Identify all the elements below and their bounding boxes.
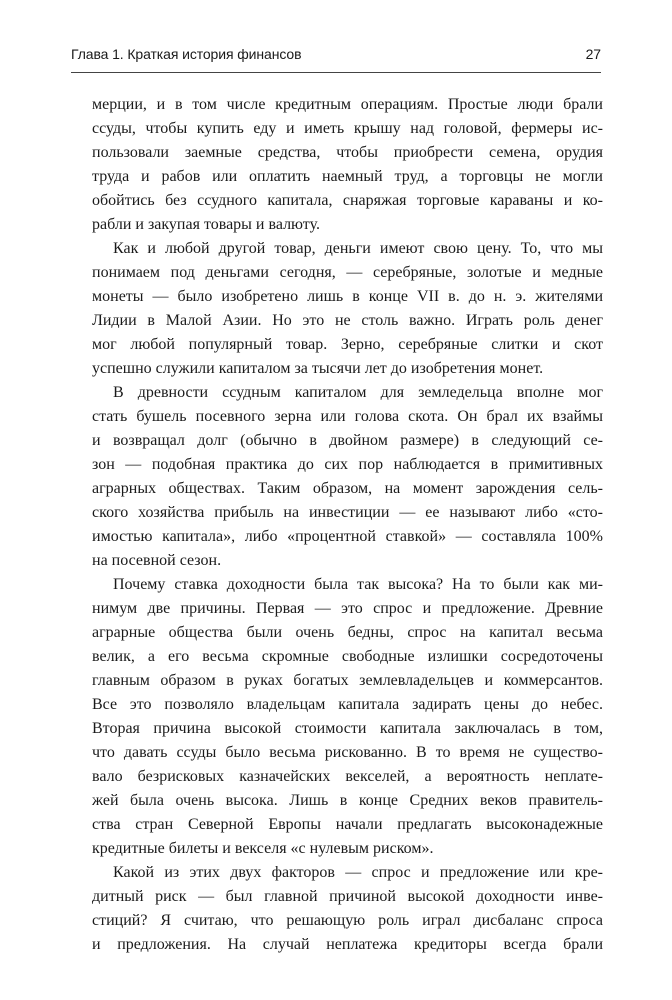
paragraph-3 — [71, 381, 603, 573]
text-line: ства стран Северной Европы начали предлагать высоконадежные — [92, 816, 603, 833]
text-line: В древности ссудным капиталом для земледельца вполне мог — [113, 384, 603, 401]
text-line: рабли и закупая товары и валюту. — [92, 216, 320, 233]
paragraph-1 — [71, 93, 603, 237]
text-line: стиций? Я считаю, что решающую роль играл дисбаланс спроса — [92, 912, 603, 929]
text-line: понимаем под деньгами сегодня, — серебряные, золотые и медные — [92, 264, 603, 281]
text-line: труда и рабов или оплатить наемный труд, а торговцы не могли — [92, 168, 603, 185]
text-line: Как и любой другой товар, деньги имеют свою цену. То, что мы — [113, 240, 603, 257]
text-line: аграрных обществах. Таким образом, на момент зарождения сель- — [92, 480, 603, 497]
text-line: и предложения. На случай неплатежа кредиторы всегда брали — [92, 936, 603, 953]
paragraph-2 — [71, 237, 603, 381]
text-line: мог любой популярный товар. Зерно, серебряные слитки и скот — [92, 336, 603, 353]
paragraph-5 — [71, 861, 603, 957]
body-text — [71, 93, 603, 957]
text-line: Вторая причина высокой стоимости капитала заключалась в том, — [92, 720, 603, 737]
text-line: Лидии в Малой Азии. Но это не столь важно. Играть роль денег — [92, 312, 603, 329]
text-line: ссуды, чтобы купить еду и иметь крышу над головой, фермеры ис- — [92, 120, 603, 137]
text-line: на посевной сезон. — [92, 552, 222, 569]
page-header — [71, 46, 601, 68]
text-line: обойтись без ссудного капитала, снаряжая торговые караваны и ко- — [92, 192, 603, 209]
text-line: что давать ссуды было весьма рискованно. В то время не существо- — [92, 744, 603, 761]
text-line: имостью капитала», либо «процентной ставкой» — составляла 100% — [92, 528, 603, 545]
page-number: 27 — [585, 46, 601, 62]
text-line: и возвращал долг (обычно в двойном размере) в следующий се- — [92, 432, 603, 449]
text-line: успешно служили капиталом за тысячи лет до изобретения монет. — [92, 360, 544, 377]
text-line: мерции, и в том числе кредитным операциям. Простые люди брали — [92, 96, 603, 113]
text-line: нимум две причины. Первая — это спрос и предложение. Древние — [92, 600, 603, 617]
text-line: пользовали заемные средства, чтобы приобрести семена, орудия — [92, 144, 603, 161]
text-line: дитный риск — был главной причиной высокой доходности инве- — [92, 888, 603, 905]
paragraph-4 — [71, 573, 603, 861]
text-line: Все это позволяло владельцам капитала задирать цены до небес. — [92, 696, 603, 713]
text-line: стать бушель посевного зерна или голова скота. Он брал их взаймы — [92, 408, 603, 425]
text-line: монеты — было изобретено лишь в конце VII в. до н. э. жителями — [92, 288, 603, 305]
text-line: Почему ставка доходности была так высока? На то были как ми- — [113, 576, 603, 593]
text-line: кредитные билеты и векселя «с нулевым риском». — [92, 840, 434, 857]
text-line: ского хозяйства прибыль на инвестиции — ее называют либо «сто- — [92, 504, 603, 521]
text-line: главным образом в руках богатых землевладельцев и коммерсантов. — [92, 672, 603, 689]
text-line: зон — подобная практика до сих пор наблюдается в примитивных — [92, 456, 603, 473]
header-rule — [71, 72, 601, 73]
running-head-chapter-title: Глава 1. Краткая история финансов — [71, 46, 302, 62]
text-line: велик, а его весьма скромные свободные излишки сосредоточены — [92, 648, 603, 665]
text-line: Какой из этих двух факторов — спрос и предложение или кре- — [113, 864, 603, 881]
text-line: аграрные общества были очень бедны, спрос на капитал весьма — [92, 624, 603, 641]
text-line: жей была очень высока. Лишь в конце Средних веков правитель- — [92, 792, 603, 809]
text-line: вало безрисковых казначейских векселей, а вероятность неплате- — [92, 768, 603, 785]
